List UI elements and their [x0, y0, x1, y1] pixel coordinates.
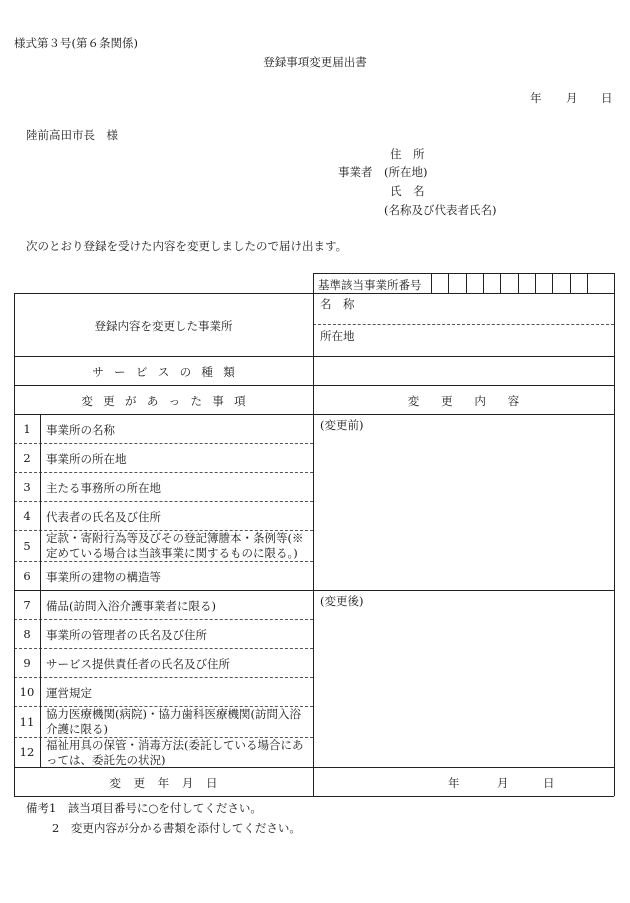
item-number: 1	[23, 422, 31, 436]
applicant-location-label: (所在地)	[384, 165, 428, 179]
item-text: 福祉用具の保管・消毒方法(委託している場合にあっては、委託先の状況)	[46, 738, 304, 767]
item-number: 9	[23, 656, 31, 670]
item-number: 8	[23, 627, 31, 641]
item-text: 主たる事務所の所在地	[46, 481, 161, 495]
change-content-header: 変更内容	[407, 394, 542, 408]
item-text: 事業所の管理者の氏名及び住所	[46, 628, 207, 642]
office-section-label: 登録内容を変更した事業所	[94, 319, 233, 333]
note-1: 備考1 該当項目番号に○を付してください。	[26, 801, 262, 815]
item-text: 運営規定	[46, 686, 92, 700]
item-number: 2	[23, 451, 31, 465]
item-text: 事業所の所在地	[46, 452, 127, 466]
before-label: (変更前)	[320, 418, 364, 432]
item-text: 事業所の建物の構造等	[46, 570, 161, 584]
date-month: 月	[566, 91, 578, 105]
item-number: 5	[23, 539, 31, 553]
item-number: 7	[23, 598, 31, 612]
form-title: 登録事項変更届出書	[263, 55, 367, 69]
applicant-address-label: 住 所	[390, 147, 425, 161]
after-label: (変更後)	[320, 594, 364, 608]
date-day: 日	[601, 91, 613, 105]
change-date-label: 変更年月日	[109, 776, 231, 790]
changed-items-header: 変更があった事項	[81, 394, 257, 408]
change-date-month: 月	[497, 776, 509, 790]
applicant-name-note: (名称及び代表者氏名)	[384, 203, 497, 217]
office-location-label: 所在地	[320, 329, 355, 343]
item-number: 11	[19, 715, 35, 729]
change-date-day: 日	[543, 776, 555, 790]
item-number: 10	[19, 685, 35, 699]
form-style-label: 様式第３号(第６条関係)	[14, 36, 138, 50]
service-type-label: サービスの種類	[92, 365, 246, 379]
change-date-year: 年	[448, 776, 460, 790]
applicant-role-label: 事業者	[338, 165, 373, 179]
item-text: 定款・寄附行為等及びその登記簿謄本・条例等(※定めている場合は当該事業に関するものに限る。)	[46, 531, 304, 560]
intro-text: 次のとおり登録を受けた内容を変更しましたので届け出ます。	[26, 239, 348, 253]
office-number-label: 基準該当事業所番号	[318, 278, 422, 292]
applicant-name-label: 氏 名	[390, 184, 425, 198]
item-number: 3	[23, 480, 31, 494]
item-number: 4	[23, 509, 31, 523]
item-text: 備品(訪問入浴介護事業者に限る)	[46, 599, 216, 613]
office-name-label: 名 称	[320, 297, 355, 311]
addressee: 陸前高田市長 様	[26, 128, 118, 142]
item-text: サービス提供責任者の氏名及び住所	[46, 657, 230, 671]
date-year: 年	[530, 91, 542, 105]
item-number: 6	[23, 569, 31, 583]
note-2: 2 変更内容が分かる書類を添付してください。	[52, 821, 301, 835]
item-text: 代表者の氏名及び住所	[46, 510, 161, 524]
item-number: 12	[19, 745, 35, 759]
item-text: 事業所の名称	[46, 423, 115, 437]
item-text: 協力医療機関(病院)・協力歯科医療機関(訪問入浴介護に限る)	[46, 707, 301, 736]
